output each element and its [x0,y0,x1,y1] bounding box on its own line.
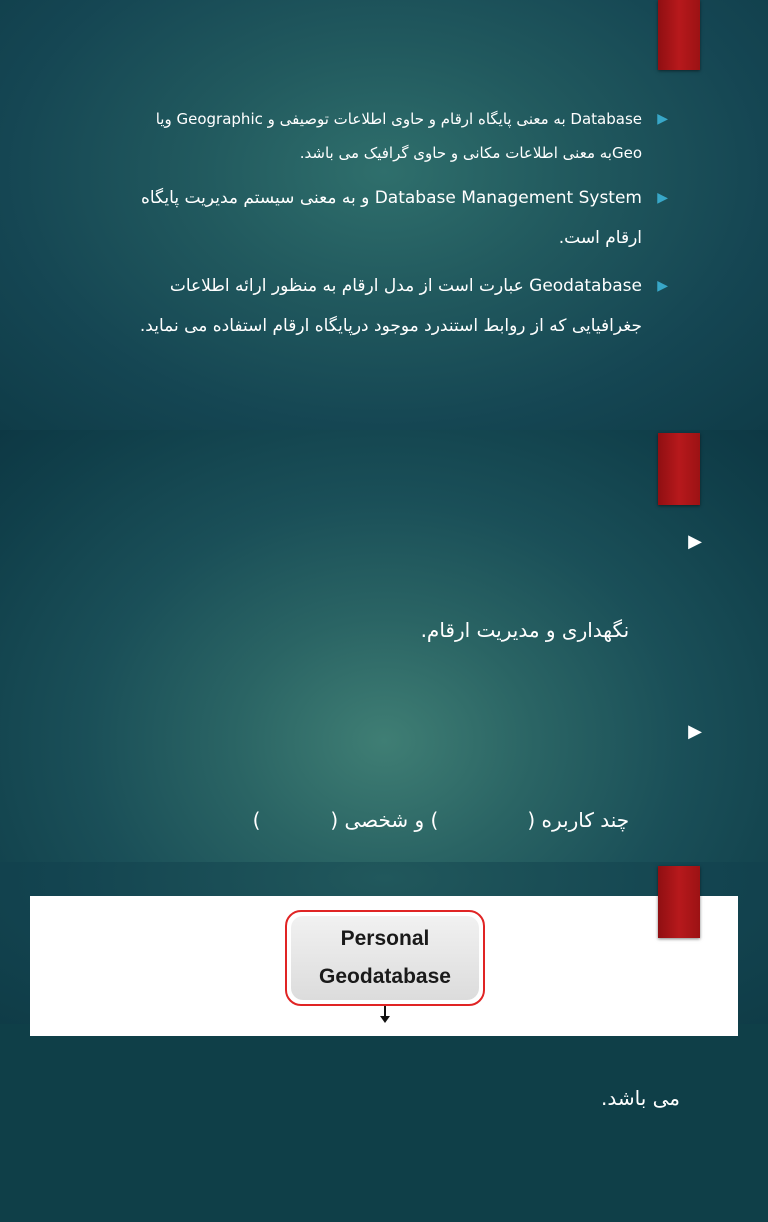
slide-3 [0,862,768,1024]
triangle-bullet-icon: ▶ [688,531,702,552]
node-label-line: Geodatabase [319,965,451,988]
bullet-continuation: می باشد. [600,1086,680,1110]
triangle-bullet-icon: ▶ [657,190,668,206]
bullet-line: Geodatabase عبارت است از مدل ارقام به منظور ارائه اطلاعات [169,276,642,296]
slide-1 [0,0,768,430]
bullet-item [100,520,702,696]
diagram-node-personal-geodatabase [285,910,485,1006]
red-tab-decoration [658,866,700,938]
arrow-down-icon [380,1016,390,1023]
bullet-item [122,102,668,170]
bullet-item [122,178,668,258]
red-tab-decoration [658,0,700,70]
bullet-text: نگهداری و مدیریت ارقام. [420,618,630,642]
bullet-line: Database Management System و به معنی سیستم مدیریت پایگاه [140,188,642,208]
diagram-panel [30,896,738,1036]
slide-1-bullets [122,102,668,354]
triangle-bullet-icon: ▶ [657,278,668,294]
triangle-bullet-icon: ▶ [657,111,668,127]
bullet-line: جغرافیایی که از روابط استندرد موجود درپایگاه ارقام استفاده می نماید. [139,316,642,336]
triangle-bullet-icon: ▶ [688,721,702,742]
node-label-line: Personal [340,927,430,950]
node-label [291,916,479,1000]
bullet-item [122,266,668,346]
bullet-line: Geoبه معنی اطلاعات مکانی و حاوی گرافیک می باشد. [299,144,642,162]
bullet-line: ارقام است. [558,228,642,248]
bullet-text: چند کاربره ( ) و شخصی ( ) [252,808,630,832]
red-tab-decoration [658,433,700,505]
bullet-line: Database به معنی پایگاه ارقام و حاوی اطلاعات توصیفی و Geographic ویا [155,110,642,128]
bullet-item [100,710,702,886]
